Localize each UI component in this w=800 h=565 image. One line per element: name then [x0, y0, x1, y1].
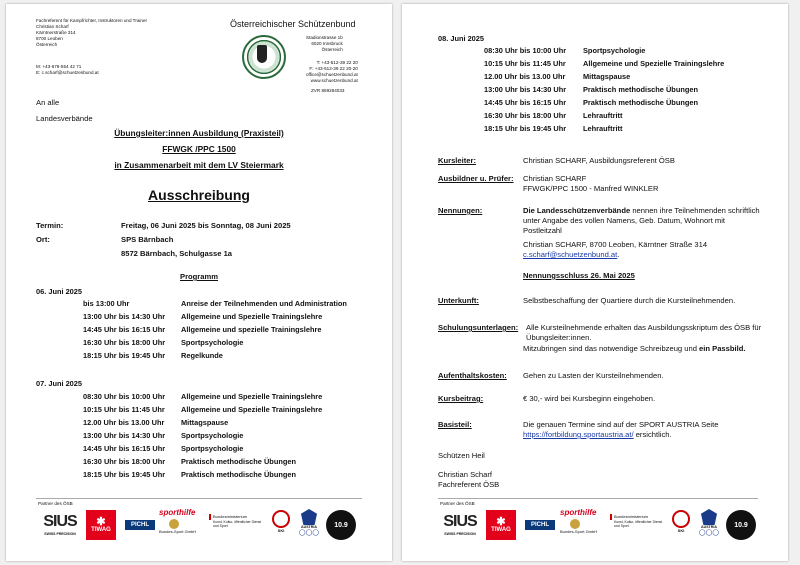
austria-olympic-logo [296, 509, 322, 541]
org-address-line: Österreich [321, 47, 343, 52]
schedule-day2 [36, 392, 386, 483]
nennungen-bold: Die Landesschützenverbände [523, 206, 631, 215]
termin-value: Freitag, 06 Juni 2025 bis Sonntag, 08 Juni 2025 [121, 221, 291, 230]
page-title: Ausschreibung [148, 187, 250, 203]
schulung-bring [523, 344, 745, 354]
nennungen-label: Nennungen: [438, 206, 483, 215]
subject-line-2: FFWGK /PPC 1500 [162, 144, 236, 154]
nennungen-email-suffix: . [617, 250, 620, 259]
partner-label: Partner des ÖSB [38, 501, 73, 506]
schedule-time: 13:00 Uhr bis 14:30 Uhr [83, 431, 166, 440]
ministerium-logo [610, 514, 670, 528]
schedule-time: 12.00 Uhr bis 13.00 Uhr [484, 72, 566, 81]
schedule-row [36, 325, 386, 338]
schedule-activity: Praktisch methodische Übungen [181, 470, 296, 479]
ski-austria-logo [272, 510, 290, 540]
programm-heading: Programm [180, 272, 218, 281]
ten-nine-logo: 10.9 [326, 510, 356, 540]
austria-olympic-logo [696, 509, 722, 541]
osb-seal-logo [242, 35, 286, 79]
bsg-label: Bundes-Sport GmbH [560, 529, 598, 534]
eagle-icon [257, 45, 267, 63]
org-address [306, 35, 343, 53]
schedule-time: bis 13:00 Uhr [83, 299, 130, 308]
tiwag-logo [86, 510, 116, 540]
schedule-activity: Anreise der Teilnehmenden und Administration [181, 299, 347, 308]
pichl-logo: PICHL [125, 520, 155, 530]
ski-austria-logo [672, 510, 690, 540]
ministerium-sub: Kunst, Kultur, öffentlicher Dienst und Sport [614, 520, 663, 528]
schedule-activity: Sportpsychologie [181, 338, 244, 347]
nennungen-address: Christian SCHARF, 8700 Leoben, Kärntner Straße 314 [523, 240, 708, 249]
zvr-number: ZVR 869284033 [311, 88, 345, 93]
schedule-activity: Sportpsychologie [181, 444, 244, 453]
schedule-row [36, 431, 386, 444]
ministerium-title: Bundesministerium [209, 514, 269, 520]
schedule-activity: Mittagspause [181, 418, 229, 427]
schedule-activity: Allgemeine und Spezielle Trainingslehre [181, 405, 323, 414]
nennungen-email-line [523, 250, 619, 260]
day-date: 08. Juni 2025 [438, 34, 485, 43]
schedule-activity: Sportpsychologie [181, 431, 244, 440]
schedule-activity: Allgemeine und Spezielle Trainingslehre [583, 59, 725, 68]
schedule-time: 08:30 Uhr bis 10:00 Uhr [484, 46, 567, 55]
tiwag-logo [486, 510, 516, 540]
sius-wordmark: SIUS [43, 513, 77, 530]
nennungen-rest: nennen ihre Teilnehmenden schriftlich unter Angabe des vollen Namens, Geb. Datum, Wohnort mit Postleitzahl [523, 206, 760, 235]
sender-line: Christian Scharf [36, 24, 69, 29]
partner-label: Partner des ÖSB [440, 501, 475, 506]
kursbeitrag-value: € 30,- wird bei Kursbeginn eingehoben. [523, 394, 656, 403]
schedule-time: 16:30 Uhr bis 18:00 Uhr [83, 338, 166, 347]
schedule-time: 14:45 Uhr bis 16:15 Uhr [83, 325, 166, 334]
footer-divider [36, 498, 362, 499]
schedule-activity: Mittagspause [583, 72, 631, 81]
schedule-row [438, 46, 788, 59]
schedule-row [36, 470, 386, 483]
schedule-row [36, 392, 386, 405]
unterkunft-label: Unterkunft: [438, 296, 479, 305]
sender-email: E: c.scharf@schuetzenbund.at [36, 70, 99, 75]
ski-emblem-icon [272, 510, 290, 528]
schedule-time: 18:15 Uhr bis 19:45 Uhr [83, 351, 166, 360]
ski-label: SKI [677, 528, 685, 533]
sporthilfe-wordmark: sporthilfe [560, 508, 597, 517]
sporthilfe-logo [560, 508, 616, 544]
schedule-time: 13:00 Uhr bis 14:30 Uhr [83, 312, 166, 321]
day-date: 06. Juni 2025 [36, 287, 83, 296]
sender-line: Österreich [36, 42, 58, 47]
bsg-coin-icon [169, 519, 179, 529]
termin-label: Termin: [36, 221, 64, 230]
schedule-row [36, 299, 386, 312]
aufenthalt-value: Gehen zu Lasten der Kursteilnehmenden. [523, 371, 664, 380]
basisteil-label: Basisteil: [438, 420, 472, 429]
sius-tagline: SWISS PRECISION [444, 532, 476, 536]
subject-line-3: in Zusammenarbeit mit dem LV Steiermark [114, 160, 284, 170]
sius-wordmark: SIUS [443, 513, 477, 530]
sius-logo [440, 512, 480, 538]
signature-title: Fachreferent ÖSB [438, 480, 500, 489]
bsg-coin-icon [570, 519, 580, 529]
schedule-row [438, 72, 788, 85]
kursleiter-label: Kursleiter: [438, 156, 476, 165]
schedule-time: 10:15 Uhr bis 11:45 Uhr [83, 405, 165, 414]
schedule-time: 14:45 Uhr bis 16:15 Uhr [484, 98, 567, 107]
schedule-row [36, 351, 386, 364]
eagle-crest-icon [701, 509, 717, 525]
ort-line: SPS Bärnbach [121, 235, 174, 244]
kursbeitrag-label: Kursbeitrag: [438, 394, 484, 403]
ministerium-title: Bundesministerium [610, 514, 670, 520]
ten-nine-logo: 10.9 [726, 510, 756, 540]
org-name: Österreichischer Schützenbund [230, 19, 356, 29]
schedule-activity: Praktisch methodische Übungen [181, 457, 296, 466]
page-left [6, 4, 392, 561]
sius-tagline: SWISS PRECISION [44, 532, 76, 536]
recipient [36, 98, 93, 124]
ausbildner-line: FFWGK/PPC 1500 - Manfred WINKLER [523, 184, 659, 193]
schulung-label: Schulungsunterlagen: [438, 323, 519, 332]
org-contact-line: office@schuetzenbund.at [306, 72, 358, 77]
day-date: 07. Juni 2025 [36, 379, 83, 388]
sender-line: Fachreferent für Kampfrichter, Instruktoren und Trainer [36, 18, 148, 23]
org-contact [306, 60, 358, 84]
tiwag-emblem-icon: ✱ [96, 516, 106, 528]
sius-logo [40, 512, 80, 538]
bsg-label: Bundes-Sport GmbH [159, 529, 197, 534]
sporthilfe-logo [159, 508, 215, 544]
basisteil-value: Die genauen Termine sind auf der SPORT AUSTRIA Seite [523, 420, 719, 429]
schedule-time: 08:30 Uhr bis 10:00 Uhr [83, 392, 166, 401]
schedule-row [36, 338, 386, 351]
sender-block [36, 18, 147, 48]
schedule-time: 18:15 Uhr bis 19:45 Uhr [484, 124, 567, 133]
pichl-logo: PICHL [525, 520, 555, 530]
ausbildner-label: Ausbildner u. Prüfer: [438, 174, 514, 183]
org-address-line: 6020 Innsbruck [311, 41, 343, 46]
schedule-row [438, 59, 788, 72]
sender-line: 8700 Leoben [36, 36, 63, 41]
schedule-activity: Allgemeine und Spezielle Trainingslehre [181, 392, 323, 401]
nennungen-text [523, 206, 761, 236]
schedule-time: 13:00 Uhr bis 14:30 Uhr [484, 85, 567, 94]
ausbildner-line: Christian SCHARF [523, 174, 587, 183]
tiwag-wordmark: TIWAG [491, 527, 511, 533]
austria-label: AUSTRIA [701, 525, 717, 529]
schedule-time: 14:45 Uhr bis 16:15 Uhr [83, 444, 166, 453]
schedule-activity: Lehrauftritt [583, 124, 623, 133]
schedule-activity: Lehrauftritt [583, 111, 623, 120]
olympic-rings-icon: ◯◯◯ [698, 530, 720, 536]
page-right [402, 4, 788, 561]
ministerium-logo [209, 514, 269, 528]
nennungen-email-link[interactable]: c.scharf@schuetzenbund.at [523, 250, 618, 259]
signature-name: Christian Scharf [438, 470, 493, 479]
schedule-day1 [36, 299, 386, 364]
schedule-activity: Allgemeine und Spezielle Trainingslehre [181, 312, 323, 321]
footer-divider [438, 498, 758, 499]
aufenthalt-label: Aufenthaltskosten: [438, 371, 507, 380]
org-contact-line: www.schuetzenbund.at [310, 78, 358, 83]
schedule-row [36, 312, 386, 325]
closing-greeting: Schützen Heil [438, 451, 485, 460]
ministerium-sub: Kunst, Kultur, öffentlicher Dienst und Sport [213, 520, 262, 528]
schedule-row [438, 111, 788, 124]
schedule-activity: Allgemeine und spezielle Trainingslehre [181, 325, 322, 334]
ski-emblem-icon [672, 510, 690, 528]
schedule-row [36, 405, 386, 418]
ort-label: Ort: [36, 235, 50, 244]
org-address-line: Stadionstrasse 1b [306, 35, 343, 40]
schedule-time: 16:30 Uhr bis 18:00 Uhr [484, 111, 567, 120]
schulung-value: Alle Kursteilnehmende erhalten das Ausbildungsskriptum des ÖSB für Übungsleiter:innen. [526, 323, 762, 342]
schedule-time: 18:15 Uhr bis 19:45 Uhr [83, 470, 166, 479]
schedule-time: 12.00 Uhr bis 13.00 Uhr [83, 418, 165, 427]
schedule-time: 10:15 Uhr bis 11:45 Uhr [484, 59, 566, 68]
recipient-line: An alle [36, 98, 60, 107]
ski-label: SKI [277, 528, 285, 533]
basisteil-text [523, 420, 763, 440]
kursleiter-value: Christian SCHARF, Ausbildungsreferent ÖSB [523, 156, 675, 165]
sporthilfe-wordmark: sporthilfe [159, 508, 196, 517]
recipient-line: Landesverbände [36, 114, 93, 123]
basisteil-suffix: ersichtlich. [633, 430, 672, 439]
sender-phone: M: +43-676-554 42 71 [36, 64, 82, 69]
schulung-bring-text: Mitzubringen sind das notwendige Schreibzeug und [523, 344, 700, 353]
schedule-activity: Praktisch methodische Übungen [583, 85, 698, 94]
schedule-row [36, 457, 386, 470]
tiwag-emblem-icon: ✱ [496, 516, 506, 528]
sportaustria-link[interactable]: https://fortbildung.sportaustria.at/ [523, 430, 634, 439]
schedule-row [438, 85, 788, 98]
schulung-bring-bold: ein Passbild. [699, 344, 746, 353]
schedule-activity: Praktisch methodische Übungen [583, 98, 698, 107]
org-contact-line: F: +43-512-39 22 20-20 [309, 66, 358, 71]
schedule-row [36, 444, 386, 457]
org-contact-line: T: +43-512-39 22 20 [316, 60, 358, 65]
nennungsschluss: Nennungsschluss 26. Mai 2025 [523, 271, 635, 280]
schedule-time: 16:30 Uhr bis 18:00 Uhr [83, 457, 166, 466]
schedule-activity: Regelkunde [181, 351, 223, 360]
olympic-rings-icon: ◯◯◯ [298, 530, 320, 536]
schedule-day3 [438, 46, 788, 137]
schedule-row [438, 124, 788, 137]
ort-line: 8572 Bärnbach, Schulgasse 1a [121, 249, 233, 258]
unterkunft-value: Selbstbeschaffung der Quartiere durch die Kursteilnehmenden. [523, 296, 736, 305]
sender-line: Kärntnerstraße 314 [36, 30, 76, 35]
schedule-row [36, 418, 386, 431]
subject-line-1: Übungsleiter:innen Ausbildung (Praxisteil) [114, 128, 284, 138]
tiwag-wordmark: TIWAG [91, 527, 111, 533]
austria-label: AUSTRIA [301, 525, 317, 529]
schedule-row [438, 98, 788, 111]
sender-contact [36, 64, 99, 76]
eagle-crest-icon [301, 509, 317, 525]
schedule-activity: Sportpsychologie [583, 46, 646, 55]
